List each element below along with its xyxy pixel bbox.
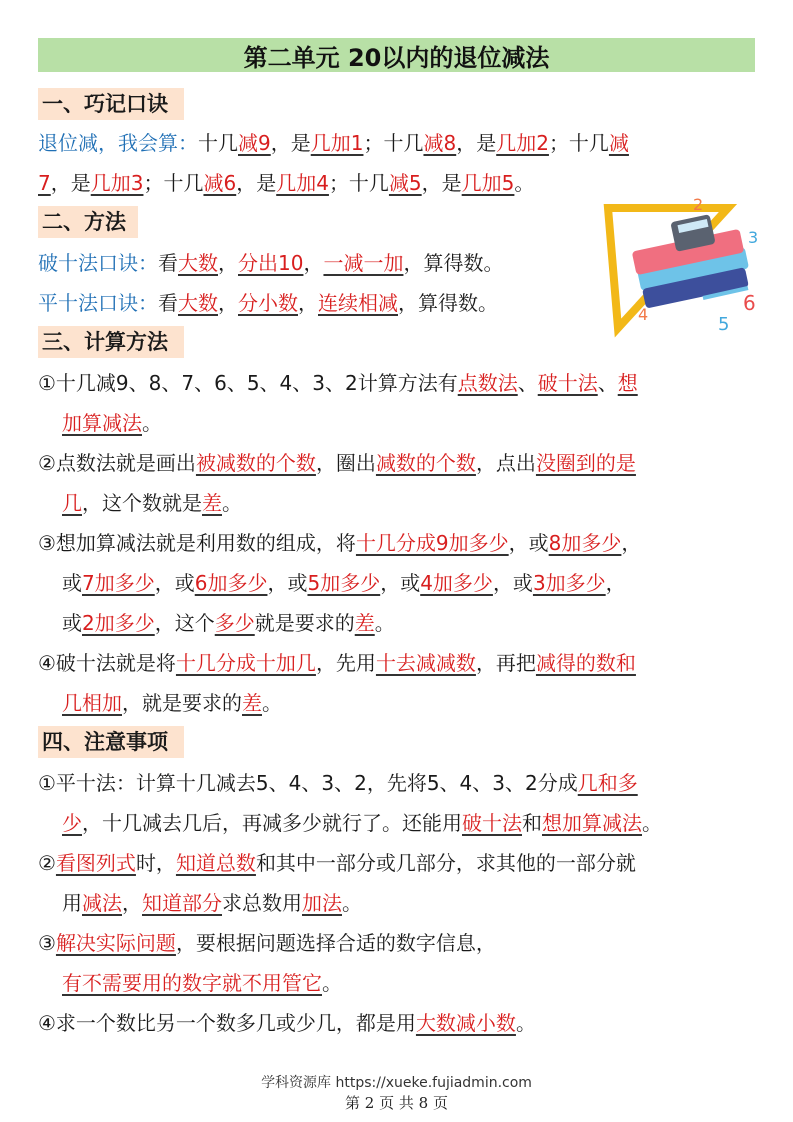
label-text: 破十法口诀： — [38, 251, 158, 275]
digit-4-decoration: 4 — [638, 305, 649, 324]
answer-text: 多少 — [214, 611, 255, 635]
answer-text: 十几分成十加几 — [175, 651, 316, 675]
answer-text: 2加多少 — [82, 611, 155, 635]
calc-line-3 — [38, 449, 763, 477]
body-text: 看 — [158, 251, 178, 275]
body-text: ， — [122, 891, 142, 915]
answer-text: 分出10 — [238, 251, 304, 275]
body-text: ④求一个数比另一个数多几或少几，都是用 — [38, 1011, 416, 1035]
body-text: ，要根据问题选择合适的数字信息， — [175, 931, 496, 955]
body-text: ，或 — [492, 571, 533, 595]
answer-text: 7 — [38, 171, 51, 195]
note-line-3 — [38, 849, 763, 877]
body-text: ，是 — [236, 171, 277, 195]
body-text: ，算得数。 — [403, 251, 504, 275]
body-text: ，是 — [270, 131, 311, 155]
note-line-5 — [38, 929, 763, 957]
answer-text: 减得的数和 — [535, 651, 636, 675]
answer-text: 解决实际问题 — [55, 931, 176, 955]
body-text: ， — [621, 531, 642, 555]
body-text: ；十几 — [548, 131, 609, 155]
answer-text: 7加多少 — [82, 571, 155, 595]
calc-line-6 — [62, 569, 763, 597]
body-text: ，或 — [380, 571, 421, 595]
body-text: ，圈出 — [315, 451, 376, 475]
answer-text: 减6 — [203, 171, 237, 195]
body-text: 时， — [135, 851, 176, 875]
body-text: 、 — [597, 371, 618, 395]
digit-6-decoration: 6 — [743, 291, 756, 315]
body-text: ，是 — [421, 171, 462, 195]
body-text: ，这个数就是 — [82, 491, 202, 515]
answer-text: 几加1 — [310, 131, 364, 155]
footer-site: 学科资源库 https://xueke.fujiadmin.com — [261, 1075, 532, 1091]
answer-text: 大数 — [178, 251, 218, 275]
digit-3-decoration: 3 — [748, 228, 759, 247]
answer-text: 少 — [62, 811, 82, 835]
body-text: 。 — [515, 1011, 536, 1035]
section-heading-2: 二、方法 — [42, 210, 126, 234]
body-text: ；十几 — [363, 131, 424, 155]
page-title: 第二单元 20以内的退位减法 — [38, 38, 755, 72]
answer-text: 知道总数 — [175, 851, 256, 875]
body-text: ；十几 — [328, 171, 389, 195]
footer-page-number: 第 2 页 共 8 页 — [345, 1094, 448, 1112]
body-text: ；十几 — [143, 171, 204, 195]
answer-text: 破十法 — [537, 371, 598, 395]
calc-line-5 — [38, 529, 763, 557]
digit-2-decoration: 2 — [693, 195, 704, 214]
answer-text: 减9 — [238, 131, 271, 155]
body-text: ，十几减去几后，再减多少就行了。还能用 — [82, 811, 462, 835]
body-text: ③ — [38, 931, 56, 955]
answer-text: 十几分成9加多少 — [355, 531, 509, 555]
body-text: ， — [303, 251, 324, 275]
answer-text: 加算减法 — [62, 411, 142, 435]
answer-text: 有不需要用的数字就不用管它 — [62, 971, 322, 995]
answer-text: 几加2 — [496, 131, 549, 155]
body-text: ，就是要求的 — [122, 691, 242, 715]
body-text: 求总数用 — [222, 891, 302, 915]
body-text: 。 — [222, 491, 242, 515]
answer-text: 几 — [62, 491, 82, 515]
body-text: ①十几减9、8、7、6、5、4、3、2计算方法有 — [38, 371, 458, 395]
answer-text: 大数减小数 — [415, 1011, 516, 1035]
answer-text: 5加多少 — [307, 571, 381, 595]
body-text: ，这个 — [154, 611, 215, 635]
answer-text: 3加多少 — [532, 571, 606, 595]
calc-line-9 — [62, 689, 763, 717]
body-text: ，先用 — [315, 651, 376, 675]
answer-text: 8加多少 — [548, 531, 622, 555]
answer-text: 分小数 — [238, 291, 298, 315]
answer-text: 大数 — [178, 291, 218, 315]
answer-text: 差 — [202, 491, 222, 515]
answer-text: 减数的个数 — [375, 451, 476, 475]
label-text: 退位减，我会算： — [38, 131, 198, 155]
body-text: ， — [298, 291, 318, 315]
section-heading-4: 四、注意事项 — [42, 730, 168, 754]
answer-text: 几相加 — [62, 691, 122, 715]
body-text: 。 — [142, 411, 162, 435]
note-line-4 — [62, 889, 763, 917]
answer-text: 差 — [242, 691, 262, 715]
answer-text: 几加3 — [90, 171, 144, 195]
body-text: ，是 — [456, 131, 497, 155]
body-text: 。 — [262, 691, 282, 715]
body-text: ，再把 — [475, 651, 536, 675]
answer-text: 减5 — [388, 171, 422, 195]
calc-line-8 — [38, 649, 763, 677]
body-text: 或 — [62, 611, 82, 635]
answer-text: 减法 — [82, 891, 122, 915]
body-text: 十几 — [198, 131, 238, 155]
answer-text: 想加算减法 — [542, 811, 642, 835]
note-line-2 — [62, 809, 763, 837]
answer-text: 破十法 — [462, 811, 522, 835]
note-line-6 — [62, 969, 763, 997]
calc-line-2 — [62, 409, 763, 437]
calc-line-1 — [38, 369, 763, 397]
body-text: ，点出 — [475, 451, 536, 475]
body-text: ③想加算减法就是利用数的组成，将 — [38, 531, 356, 555]
answer-text: 看图列式 — [55, 851, 136, 875]
note-line-7 — [38, 1009, 763, 1037]
body-text: ， — [218, 291, 238, 315]
body-text: 看 — [158, 291, 178, 315]
answer-text: 减8 — [423, 131, 457, 155]
body-text: ④破十法就是将 — [38, 651, 176, 675]
answer-text: 被减数的个数 — [195, 451, 316, 475]
answer-text: 几加4 — [276, 171, 329, 195]
body-text: 和 — [522, 811, 542, 835]
calc-line-4 — [62, 489, 763, 517]
body-text: 。 — [342, 891, 362, 915]
body-text: 。 — [642, 811, 662, 835]
digit-5-decoration: 5 — [718, 314, 730, 335]
calc-line-7 — [62, 609, 763, 637]
answer-text: 连续相减 — [318, 291, 398, 315]
body-text: 或 — [62, 571, 82, 595]
answer-text: 加法 — [302, 891, 342, 915]
answer-text: 没圈到的是 — [535, 451, 636, 475]
body-text: 用 — [62, 891, 82, 915]
answer-text: 一减一加 — [323, 251, 404, 275]
answer-text: 想 — [617, 371, 638, 395]
body-text: ，或 — [154, 571, 195, 595]
body-text: 就是要求的 — [254, 611, 355, 635]
section-heading-3: 三、计算方法 — [42, 330, 168, 354]
answer-text: 4加多少 — [420, 571, 493, 595]
body-text: ，或 — [267, 571, 308, 595]
body-text: ② — [38, 851, 56, 875]
answer-text: 减 — [608, 131, 629, 155]
answer-text: 几加5 — [461, 171, 515, 195]
body-text: ②点数法就是画出 — [38, 451, 196, 475]
body-text: ①平十法：计算十几减去5、4、3、2，先将5、4、3、2分成 — [38, 771, 578, 795]
rhyme-line-1 — [38, 129, 763, 157]
body-text: 、 — [517, 371, 538, 395]
note-line-1 — [38, 769, 763, 797]
body-text: ，算得数。 — [398, 291, 498, 315]
section-heading-1: 一、巧记口诀 — [42, 92, 168, 116]
body-text: 。 — [322, 971, 342, 995]
body-text: ， — [605, 571, 626, 595]
body-text: 。 — [374, 611, 395, 635]
label-text: 平十法口诀： — [38, 291, 158, 315]
answer-text: 6加多少 — [194, 571, 268, 595]
books-calculator-illustration — [598, 188, 768, 338]
body-text: 。 — [514, 171, 535, 195]
answer-text: 点数法 — [457, 371, 518, 395]
body-text: ，是 — [50, 171, 91, 195]
answer-text: 差 — [354, 611, 375, 635]
body-text: 和其中一部分或几部分，求其他的一部分就 — [255, 851, 636, 875]
answer-text: 几和多 — [577, 771, 638, 795]
body-text: ，或 — [508, 531, 549, 555]
answer-text: 十去减减数 — [375, 651, 476, 675]
answer-text: 知道部分 — [142, 891, 222, 915]
body-text: ， — [218, 251, 238, 275]
